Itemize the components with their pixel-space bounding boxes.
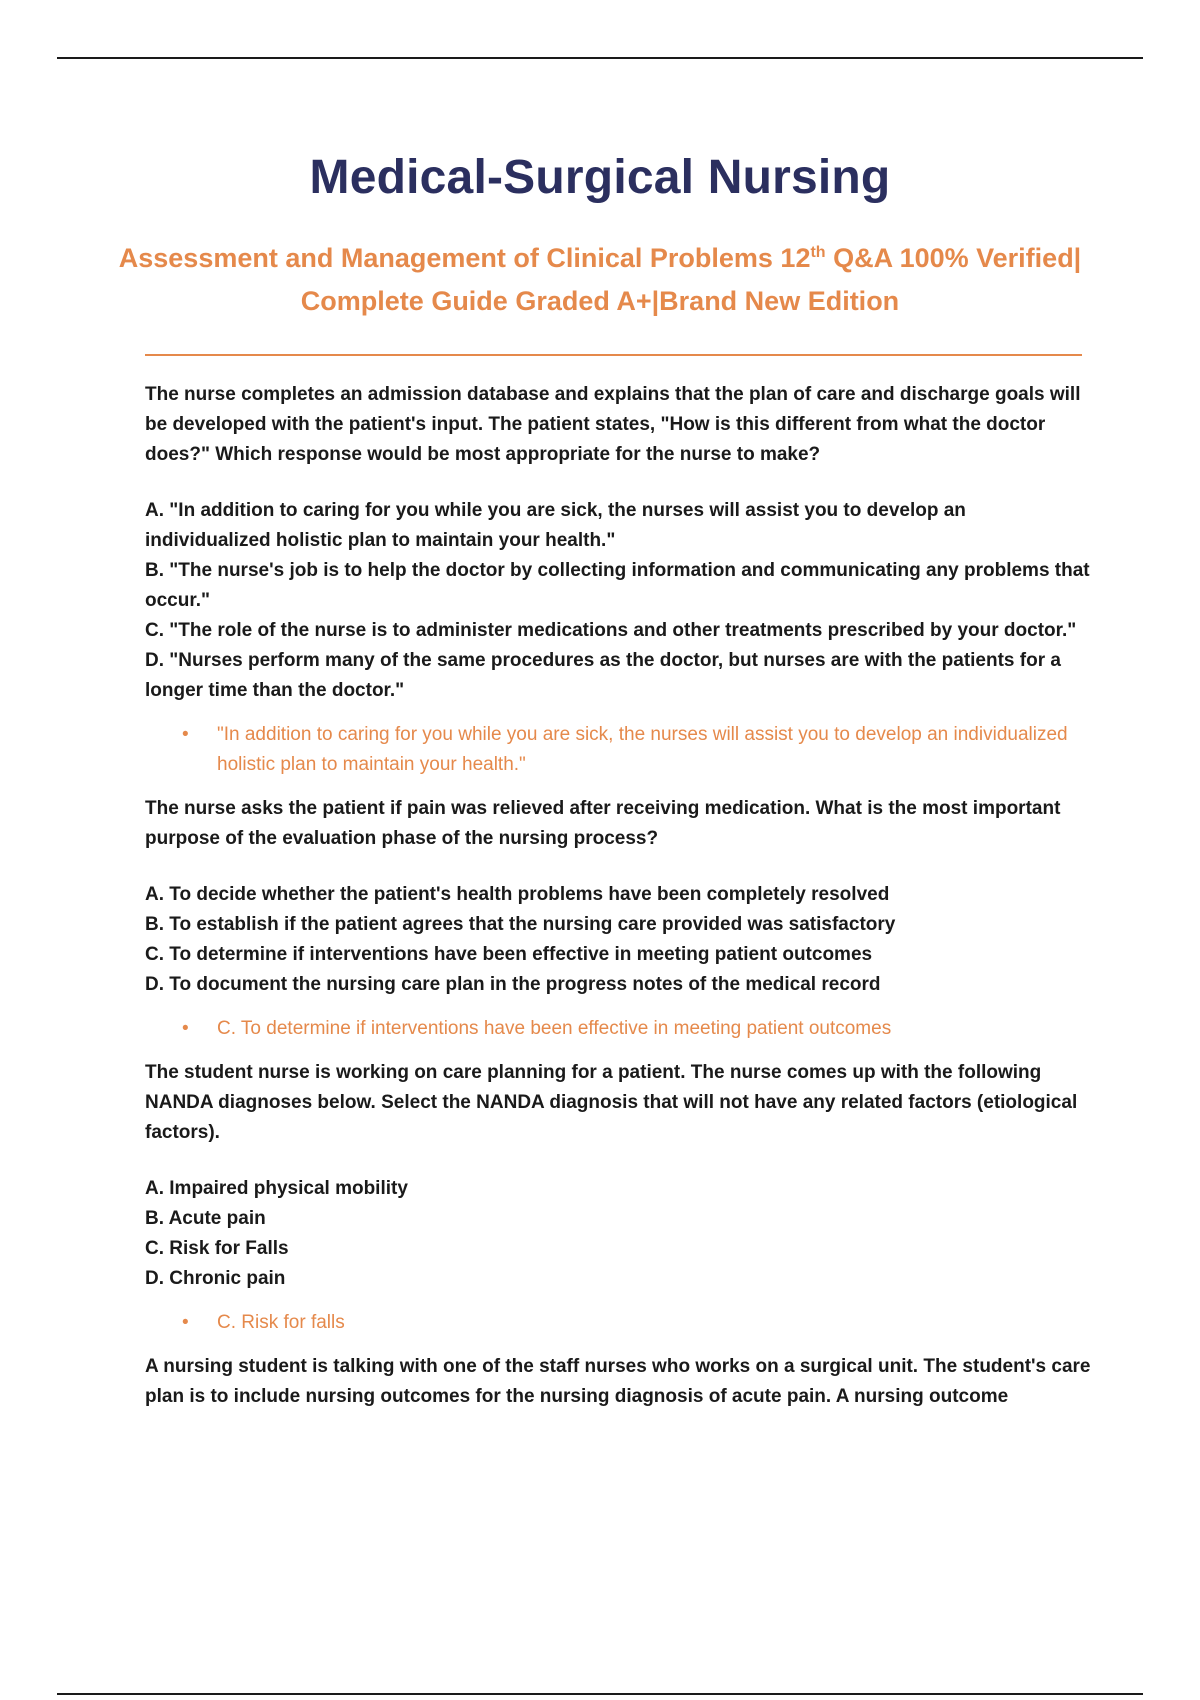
document-subtitle	[100, 237, 1100, 323]
option-a: A. Impaired physical mobility	[145, 1178, 408, 1199]
subtitle-divider	[145, 354, 1082, 356]
answer-item	[145, 1014, 1095, 1044]
question-options	[145, 880, 1095, 1000]
bullet-icon: •	[182, 1312, 189, 1333]
question-options	[145, 496, 1095, 706]
questions-content	[145, 380, 1095, 1438]
answer-text: C. To determine if interventions have been effective in meeting patient outcomes	[217, 1018, 892, 1039]
answer-text: "In addition to caring for you while you are sick, the nurses will assist you to develop an individualized holistic plan to maintain your health."	[217, 724, 1068, 775]
subtitle-text-part1: Assessment and Management of Clinical Problems 12	[118, 243, 811, 273]
answer-item	[145, 1308, 1095, 1338]
option-d: D. To document the nursing care plan in the progress notes of the medical record	[145, 974, 881, 995]
option-b: B. Acute pain	[145, 1208, 266, 1229]
option-d: D. Chronic pain	[145, 1268, 286, 1289]
option-b: B. To establish if the patient agrees that the nursing care provided was satisfactory	[145, 914, 896, 935]
answer-item	[145, 720, 1095, 780]
question-stem: The nurse completes an admission database and explains that the plan of care and discharge goals will be developed with the patient's input. The patient states, "How is this different from what the doctor does?" Which response would be most appropriate for the nurse to make?	[145, 384, 1081, 465]
question-stem: The nurse asks the patient if pain was relieved after receiving medication. What is the most important purpose of the evaluation phase of the nursing process?	[145, 798, 1061, 849]
bullet-icon: •	[182, 724, 189, 745]
question-options	[145, 1174, 1095, 1294]
subtitle-superscript: th	[810, 244, 826, 261]
option-c: C. Risk for Falls	[145, 1238, 289, 1259]
top-rule	[57, 57, 1143, 59]
document-title: Medical-Surgical Nursing	[309, 151, 891, 204]
option-c: C. To determine if interventions have been effective in meeting patient outcomes	[145, 944, 873, 965]
option-b: B. "The nurse's job is to help the doctor by collecting information and communicating any problems that occur."	[145, 560, 1090, 611]
question-stem: The student nurse is working on care planning for a patient. The nurse comes up with the following NANDA diagnoses below. Select the NANDA diagnosis that will not have any related factors (etiological factors).	[145, 1062, 1078, 1143]
option-c: C. "The role of the nurse is to administer medications and other treatments prescribed by your doctor."	[145, 620, 1077, 641]
answer-text: C. Risk for falls	[217, 1312, 345, 1333]
option-a: A. "In addition to caring for you while you are sick, the nurses will assist you to develop an individualized holistic plan to maintain your health."	[145, 500, 966, 551]
bottom-rule	[57, 1693, 1143, 1695]
question-stem: A nursing student is talking with one of the staff nurses who works on a surgical unit. The student's care plan is to include nursing outcomes for the nursing diagnosis of acute pain. A nursing outcome	[145, 1356, 1091, 1407]
subtitle-text-part2: Q&A 100% Verified| Complete Guide Graded A+|Brand New Edition	[300, 243, 1082, 316]
option-a: A. To decide whether the patient's health problems have been completely resolved	[145, 884, 890, 905]
option-d: D. "Nurses perform many of the same procedures as the doctor, but nurses are with the patients for a longer time than the doctor."	[145, 650, 1061, 701]
bullet-icon: •	[182, 1018, 189, 1039]
